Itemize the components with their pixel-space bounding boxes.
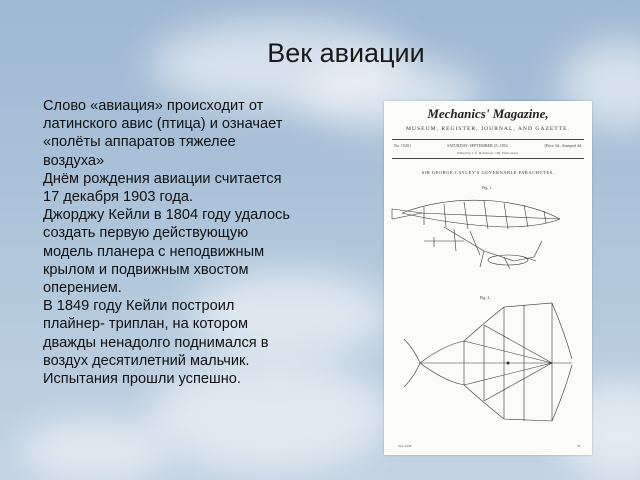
- fig-1-label: Fig. 1.: [482, 185, 493, 190]
- issue-number: No. 1520.]: [394, 143, 412, 148]
- issue-price: [Price 3d., Stamped 4d.: [544, 143, 582, 148]
- volume-label: Vol. LVII.: [398, 444, 413, 448]
- cloud: [20, 420, 170, 480]
- magazine-title: Mechanics' Magazine,: [427, 106, 549, 121]
- paragraph-cayley-1849: В 1849 году Кейли построил плайнер- триплан, на котором дважды ненадолго поднимался в воздух десятилетний мальчик. Испытания прошли успешно.: [43, 298, 269, 388]
- paragraph-etymology: Слово «авиация» происходит от латинского авис (птица) и означает «полёты аппаратов тяжелее воздуха»: [43, 98, 283, 169]
- glider-fig-2: [404, 303, 572, 421]
- glider-fig-1: [392, 200, 560, 269]
- slide-body-text: [43, 97, 293, 388]
- issue-date: SATURDAY, SEPTEMBER 25, 1852.: [447, 143, 509, 148]
- editor-line: Edited by J. C. Robertson, 166, Fleet-street.: [457, 151, 519, 155]
- slide-title: Век авиации: [267, 38, 425, 68]
- article-title: SIR GEORGE CAYLEY'S GOVERNABLE PARACHUTES.: [421, 170, 555, 175]
- paragraph-birthday: Днём рождения авиации считается 17 декабря 1903 года.: [43, 170, 282, 206]
- glider-drawing: [384, 101, 592, 455]
- paragraph-cayley-1804: Джорджу Кейли в 1804 году удалось создать первую действующую модель планера с неподвижным крылом и подвижным хвостом оперением.: [43, 207, 290, 297]
- fig-2-label: Fig. 2.: [480, 295, 491, 300]
- magazine-subtitle: MUSEUM, REGISTER, JOURNAL, AND GAZETTE.: [406, 126, 570, 132]
- magazine-illustration: [384, 101, 592, 455]
- page-marker: N: [577, 444, 580, 448]
